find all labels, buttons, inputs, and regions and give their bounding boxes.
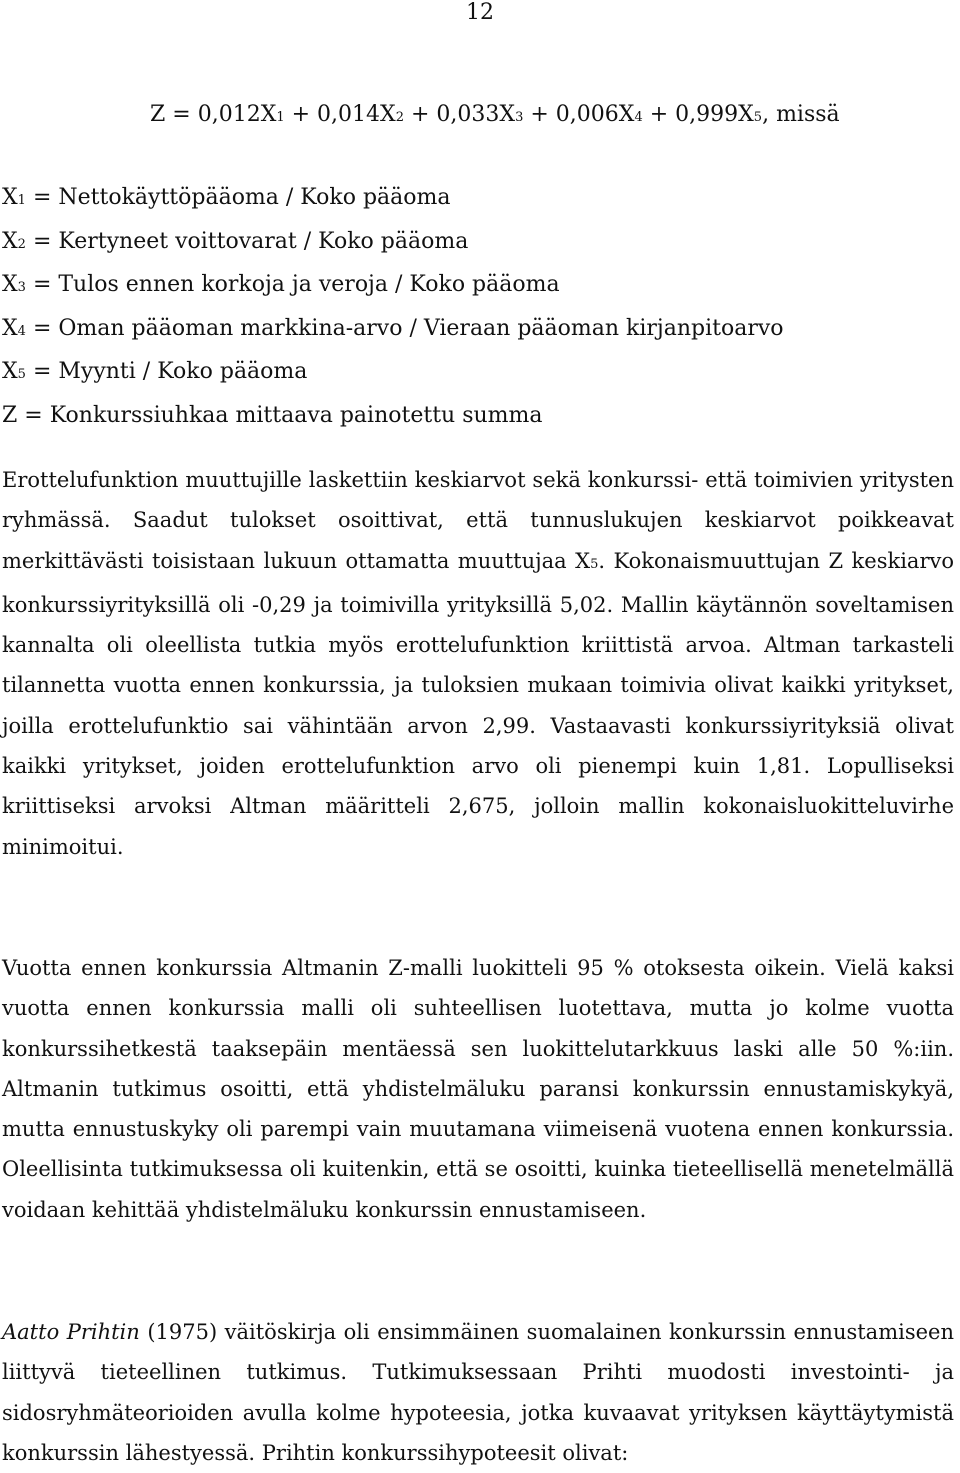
formula-term: Z = 0,012X <box>150 102 277 127</box>
definition-variable: X <box>2 272 18 297</box>
paragraph-text: . Kokonaismuuttujan Z keskiarvo konkurssiyrityksillä oli -0,29 ja toimivilla yrityksillä 5,02. Mallin käytännön soveltamisen kannalta oli oleellista tutkia myös erottelufunktion kriittistä arvoa. Altman tarkasteli tilannetta vuotta ennen konkurssia, ja tuloksien mukaan toimivia olivat kaikki yritykset, joilla erottelufunktio sai vähintään arvon 2,99. Vastaavasti konkurssiyrityksiä olivat kaikki yritykset, joiden erottelufunktion arvo oli pienempi kuin 1,81. Lopulliseksi kriittiseksi arvoksi Altman määritteli 2,675, jolloin mallin kokonaisluokitteluvirhe minimoitui. <box>2 548 954 859</box>
author-name: Aatto Prihtin <box>2 1320 140 1344</box>
definition-variable: X <box>2 228 18 254</box>
definition-text: = Myynti / Koko pääoma <box>25 359 308 384</box>
definition-line <box>2 309 784 353</box>
definition-text: = Konkurssiuhkaa mittaava painotettu summa <box>17 402 543 428</box>
formula-term: + 0,014X <box>284 102 396 127</box>
formula-subscript: 3 <box>515 110 524 125</box>
paragraph-prihti <box>2 1312 954 1473</box>
formula-term: , missä <box>762 102 840 127</box>
definition-subscript: 5 <box>17 367 26 382</box>
definition-subscript: 3 <box>17 280 26 295</box>
definition-variable: X <box>2 359 18 384</box>
definition-text: = Oman pääoman markkina-arvo / Vieraan pääoman kirjanpitoarvo <box>25 315 784 341</box>
z-score-formula <box>150 97 840 136</box>
formula-term: + 0,006X <box>523 102 635 127</box>
definition-text: = Tulos ennen korkoja ja veroja / Koko pääoma <box>25 272 560 297</box>
formula-term: + 0,999X <box>642 102 754 127</box>
definition-line <box>2 352 784 396</box>
paragraph-results <box>2 460 954 867</box>
paragraph-accuracy: Vuotta ennen konkurssia Altmanin Z-malli luokitteli 95 % otoksesta oikein. Vielä kaksi vuotta ennen konkurssia malli oli suhteellisen luotettava, mutta jo kolme vuotta konkurssihetkestä taaksepäin mentäessä sen luokittelutarkkuus laski alle 50 %:iin. Altmanin tutkimus osoitti, että yhdistelmäluku paransi konkurssin ennustamiskykyä, mutta ennustuskyky oli parempi vain muutamana viimeisenä vuotena ennen konkurssia. Oleellisinta tutkimuksessa oli kuitenkin, että se osoitti, kuinka tieteellisellä menetelmällä voidaan kehittää yhdistelmäluku konkurssin ennustamiseen. <box>2 956 954 1222</box>
definition-line <box>2 396 784 440</box>
definition-variable: X <box>2 315 18 341</box>
definition-variable: Z <box>2 402 18 428</box>
definition-subscript: 4 <box>17 323 26 339</box>
definition-text: = Nettokäyttöpääoma / Koko pääoma <box>25 185 451 210</box>
formula-subscript: 4 <box>634 110 643 125</box>
definition-text: = Kertyneet voittovarat / Koko pääoma <box>25 228 469 254</box>
definition-variable: X <box>2 185 18 210</box>
definition-subscript: 1 <box>17 193 26 208</box>
paragraph-text: (1975) väitöskirja oli ensimmäinen suomalainen konkurssin ennustamiseen liittyvä tieteellinen tutkimus. Tutkimuksessaan Prihti muodosti investointi- ja sidosryhmäteorioiden avulla kolme hypoteesia, jotka kuvaavat yrityksen käyttäytymistä konkurssin lähestyessä. Prihtin konkurssihypoteesit olivat: <box>2 1320 954 1465</box>
paragraph-subscript: 5 <box>590 556 599 572</box>
page-number: 12 <box>466 0 494 25</box>
formula-term: + 0,033X <box>404 102 516 127</box>
formula-subscript: 1 <box>276 110 285 125</box>
variable-definitions <box>2 178 784 439</box>
formula-subscript: 5 <box>753 110 763 125</box>
definition-line <box>2 222 784 266</box>
formula-subscript: 2 <box>395 110 404 125</box>
paragraph-text: Erottelufunktion muuttujille laskettiin keskiarvot sekä konkurssi- että toimivien yritysten ryhmässä. Saadut tulokset osoittivat, että tunnuslukujen keskiarvot poikkeavat merkittävästi toisistaan lukuun ottamatta muuttujaa X <box>2 468 954 573</box>
definition-line <box>2 178 784 222</box>
definition-subscript: 2 <box>17 236 26 252</box>
definition-line <box>2 265 784 309</box>
